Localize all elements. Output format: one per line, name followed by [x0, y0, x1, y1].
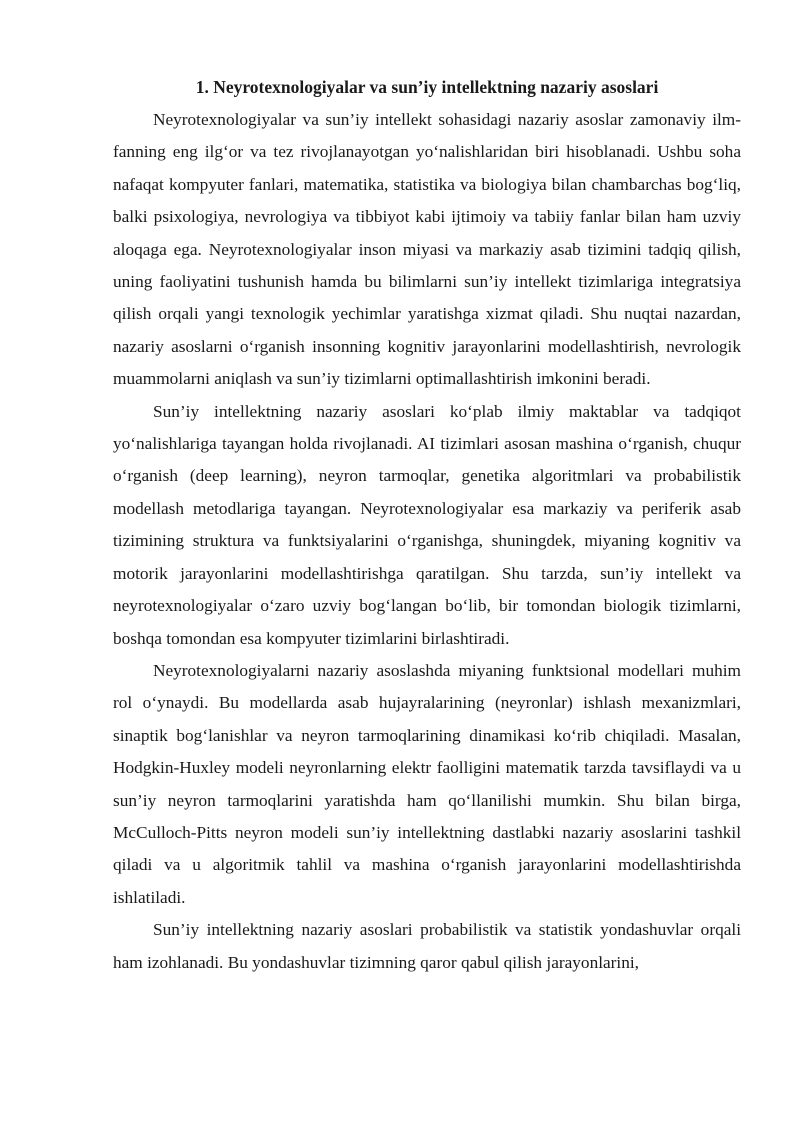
paragraph-2: Sun’iy intellektning nazariy asoslari ko‘plab ilmiy maktablar va tadqiqot yo‘nalishlariga tayangan holda rivojlanadi. AI tizimlari asosan mashina o‘rganish, chuqur o‘rganish (deep learning), neyron tarmoqlar, genetika algoritmlari va probabilistik modellash metodlariga tayangan. Neyrotexnologiyalar esa markaziy va periferik asab tizimining struktura va funktsiyalarini o‘rganishga, shuningdek, miyaning kognitiv va motorik jarayonlarini modellashtirishga qaratilgan. Shu tarzda, sun’iy intellekt va neyrotexnologiyalar o‘zaro uzviy bog‘langan bo‘lib, bir tomondan biologik tizimlarni, boshqa tomondan esa kompyuter tizimlarini birlashtiradi. [113, 401, 741, 648]
paragraph-3: Neyrotexnologiyalarni nazariy asoslashda miyaning funktsional modellari muhim rol o‘ynaydi. Bu modellarda asab hujayralarining (neyronlar) ishlash mexanizmlari, sinaptik bog‘lanishlar va neyron tarmoqlarining dinamikasi ko‘rib chiqiladi. Masalan, Hodgkin-Huxley modeli neyronlarning elektr faolligini matematik tarzda tavsiflaydi va u sun’iy neyron tarmoqlarini yaratishda ham qo‘llanilishi mumkin. Shu bilan birga, McCulloch-Pitts neyron modeli sun’iy intellektning dastlabki nazariy asoslarini tashkil qiladi va u algoritmik tahlil va mashina o‘rganish jarayonlarini modellashtirishda ishlatiladi. [113, 660, 741, 907]
paragraph-1: Neyrotexnologiyalar va sun’iy intellekt sohasidagi nazariy asoslar zamonaviy ilm-fanning eng ilg‘or va tez rivojlanayotgan yo‘nalishlaridan biri hisoblanadi. Ushbu soha nafaqat kompyuter fanlari, matematika, statistika va biologiya bilan chambarchas bog‘liq, balki psixologiya, nevrologiya va tibbiyot kabi ijtimoiy va tabiiy fanlar bilan ham uzviy aloqaga ega. Neyrotexnologiyalar inson miyasi va markaziy asab tizimini tadqiq qilish, uning faoliyatini tushunish hamda bu bilimlarni sun’iy intellekt tizimlariga integratsiya qilish orqali yangi texnologik yechimlar yaratishga xizmat qiladi. Shu nuqtai nazardan, nazariy asoslarni o‘rganish insonning kognitiv jarayonlarini modellashtirish, nevrologik muammolarni aniqlash va sun’iy tizimlarni optimallashtirish imkonini beradi. [113, 110, 741, 389]
paragraph-4: Sun’iy intellektning nazariy asoslari probabilistik va statistik yondashuvlar orqali ham izohlanadi. Bu yondashuvlar tizimning qaror qabul qilish jarayonlarini, [113, 920, 741, 972]
document-page [113, 76, 741, 979]
section-title: 1. Neyrotexnologiyalar va sun’iy intellektning nazariy asoslari [195, 77, 659, 97]
